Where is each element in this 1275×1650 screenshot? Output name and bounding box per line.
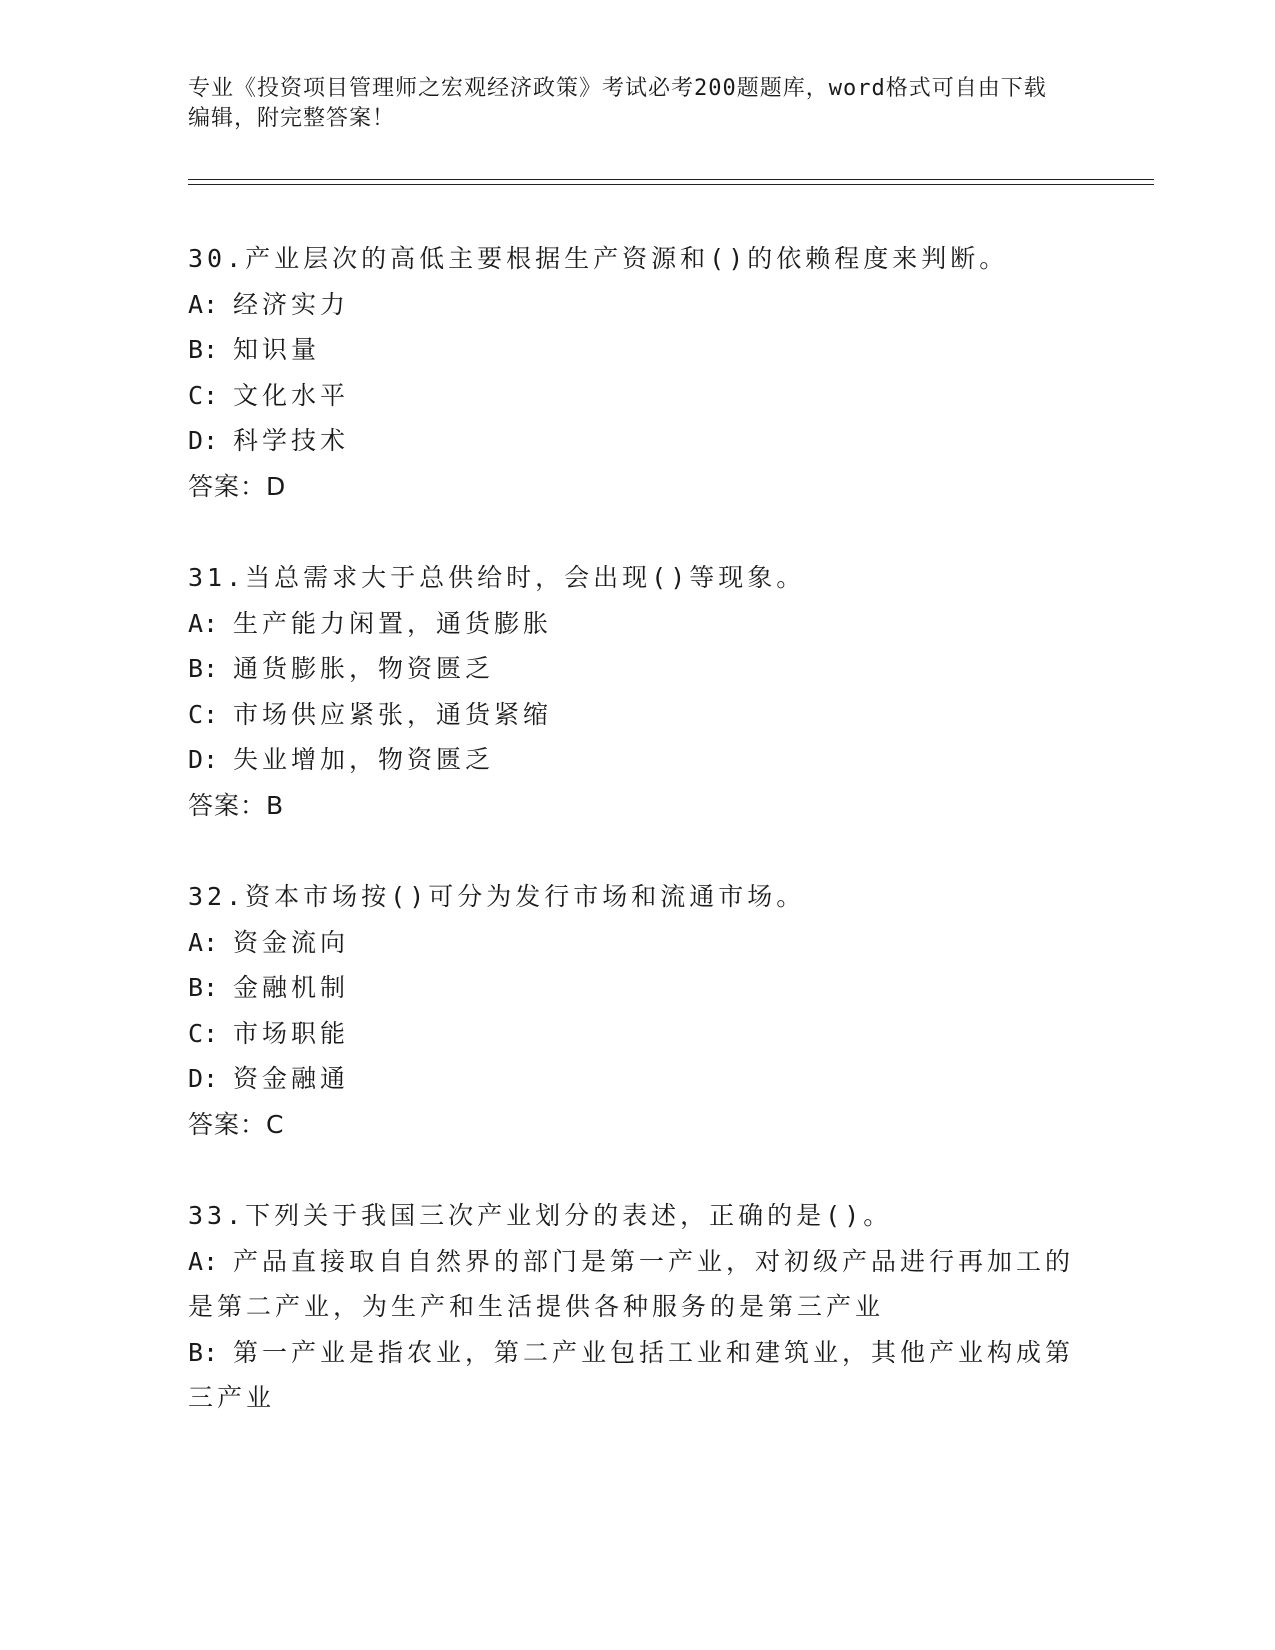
option-text: 市场供应紧张，通货紧缩 xyxy=(233,699,553,729)
option-key: A: xyxy=(188,927,219,957)
option-key: B: xyxy=(188,335,219,364)
option-c xyxy=(188,373,1088,419)
option-text: 生产能力闲置，通货膨胀 xyxy=(233,608,553,638)
question-32 xyxy=(188,874,1088,1147)
question-list xyxy=(188,236,1088,1467)
option-a xyxy=(188,1239,1078,1330)
option-b xyxy=(188,327,1088,373)
option-key: D: xyxy=(188,426,219,455)
option-c xyxy=(188,692,1088,738)
option-c xyxy=(188,1011,1088,1057)
option-d xyxy=(188,418,1088,464)
question-30 xyxy=(188,236,1088,509)
option-key: D: xyxy=(188,1064,219,1093)
option-key: A: xyxy=(188,608,219,638)
option-key: A: xyxy=(188,1246,219,1276)
answer-label: 答案：D xyxy=(188,471,287,501)
option-b xyxy=(188,965,1088,1011)
option-text: 经济实力 xyxy=(233,289,350,319)
option-a xyxy=(188,282,1088,328)
question-31 xyxy=(188,555,1088,828)
question-stem: 30.产业层次的高低主要根据生产资源和()的依赖程度来判断。 xyxy=(188,244,1009,273)
option-text: 失业增加，物资匮乏 xyxy=(233,745,495,774)
option-key: C: xyxy=(188,380,219,410)
option-text: 资金融通 xyxy=(233,1064,350,1093)
header-rule-bottom xyxy=(188,184,1154,185)
option-text: 知识量 xyxy=(233,335,321,364)
option-b xyxy=(188,1330,1078,1421)
option-d xyxy=(188,737,1088,783)
option-text: 资金流向 xyxy=(233,927,350,957)
option-a xyxy=(188,920,1088,966)
option-text: 市场职能 xyxy=(233,1018,350,1048)
question-stem: 32.资本市场按()可分为发行市场和流通市场。 xyxy=(188,882,806,911)
document-header xyxy=(188,74,1068,134)
option-text: 第一产业是指农业，第二产业包括工业和建筑业，其他产业构成第三产业 xyxy=(188,1337,1075,1412)
header-rule-top xyxy=(188,179,1154,180)
option-key: B: xyxy=(188,973,219,1002)
answer-label: 答案：B xyxy=(188,790,285,820)
option-text: 金融机制 xyxy=(233,973,350,1002)
answer-label: 答案：C xyxy=(188,1109,285,1139)
option-text: 科学技术 xyxy=(233,426,350,455)
option-key: A: xyxy=(188,289,219,319)
option-a xyxy=(188,601,1088,647)
option-text: 文化水平 xyxy=(233,380,350,410)
option-key: B: xyxy=(188,654,219,683)
option-b xyxy=(188,646,1088,692)
option-text: 通货膨胀，物资匮乏 xyxy=(233,654,495,683)
question-stem: 31.当总需求大于总供给时，会出现()等现象。 xyxy=(188,563,806,592)
question-stem: 33.下列关于我国三次产业划分的表述，正确的是()。 xyxy=(188,1201,893,1230)
option-d xyxy=(188,1056,1088,1102)
option-key: D: xyxy=(188,745,219,774)
header-text: 专业《投资项目管理师之宏观经济政策》考试必考200题题库，word格式可自由下载编辑，附完整答案！ xyxy=(188,76,1047,131)
option-key: B: xyxy=(188,1337,219,1367)
option-text: 产品直接取自自然界的部门是第一产业，对初级产品进行再加工的是第二产业，为生产和生活提供各种服务的是第三产业 xyxy=(188,1246,1075,1321)
option-key: C: xyxy=(188,699,219,729)
option-key: C: xyxy=(188,1018,219,1048)
question-33 xyxy=(188,1193,1088,1421)
